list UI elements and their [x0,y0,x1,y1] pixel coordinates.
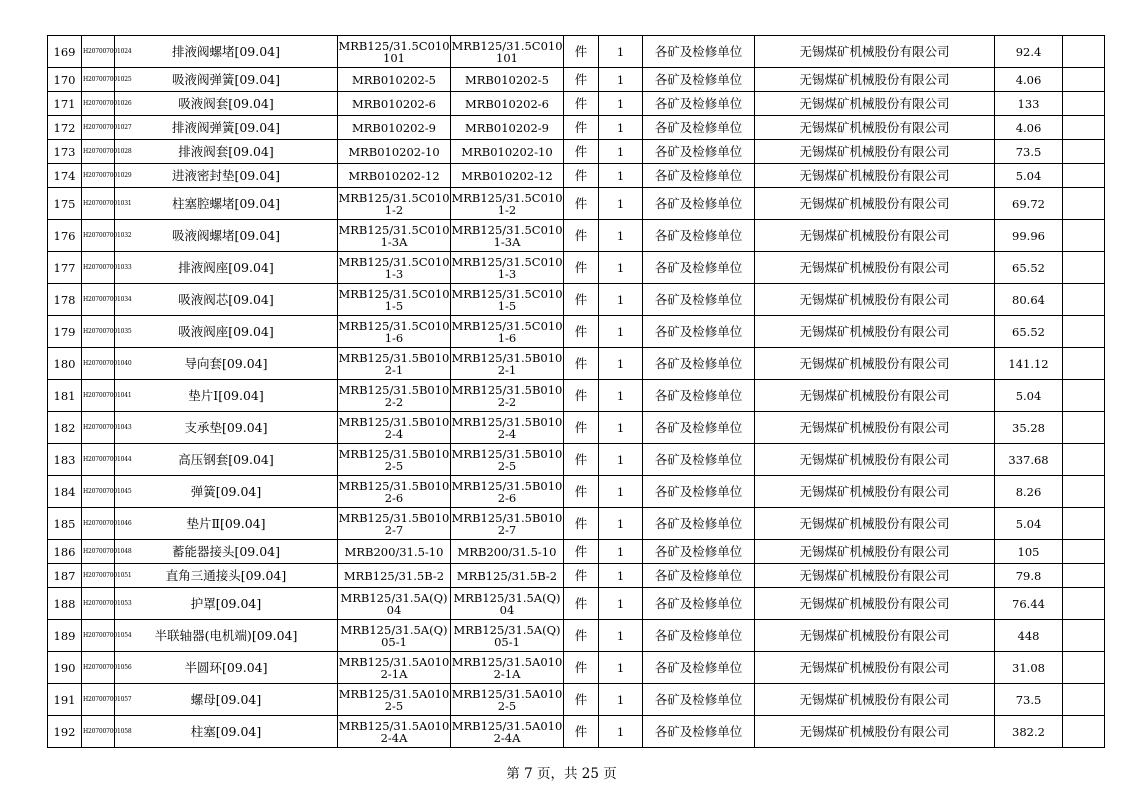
item-spec: MRB125/31.5A(Q)05-1 [338,620,451,652]
item-unit: 件 [564,412,599,444]
item-remark [1063,588,1105,620]
item-price: 5.04 [995,164,1063,188]
item-spec: MRB125/31.5A0102-5 [338,684,451,716]
table-row [48,68,1105,92]
item-supplier: 无锡煤矿机械股份有限公司 [755,92,995,116]
row-number: 174 [48,164,82,188]
item-remark [1063,116,1105,140]
item-spec: MRB125/31.5C0101-6 [338,316,451,348]
item-remark [1063,164,1105,188]
item-department: 各矿及检修单位 [643,540,755,564]
item-quantity: 1 [599,564,643,588]
table-row [48,188,1105,220]
item-spec: MRB125/31.5B-2 [338,564,451,588]
item-supplier: 无锡煤矿机械股份有限公司 [755,588,995,620]
item-quantity: 1 [599,620,643,652]
item-supplier: 无锡煤矿机械股份有限公司 [755,164,995,188]
table-row [48,140,1105,164]
item-price: 99.96 [995,220,1063,252]
item-quantity: 1 [599,284,643,316]
item-code: H207007001028 [82,140,115,164]
item-department: 各矿及检修单位 [643,116,755,140]
item-unit: 件 [564,652,599,684]
row-number: 188 [48,588,82,620]
item-name: 半联轴器(电机端)[09.04] [115,620,338,652]
table-row [48,220,1105,252]
item-price: 73.5 [995,140,1063,164]
item-code: H207007001054 [82,620,115,652]
item-quantity: 1 [599,92,643,116]
row-number: 190 [48,652,82,684]
item-supplier: 无锡煤矿机械股份有限公司 [755,188,995,220]
item-spec: MRB125/31.5C0101-3A [338,220,451,252]
item-department: 各矿及检修单位 [643,92,755,116]
item-model: MRB200/31.5-10 [451,540,564,564]
item-remark [1063,380,1105,412]
item-quantity: 1 [599,380,643,412]
item-name: 吸液阀座[09.04] [115,316,338,348]
item-remark [1063,252,1105,284]
item-department: 各矿及检修单位 [643,588,755,620]
item-quantity: 1 [599,252,643,284]
item-quantity: 1 [599,188,643,220]
item-model: MRB125/31.5C0101-5 [451,284,564,316]
item-spec: MRB010202-6 [338,92,451,116]
item-supplier: 无锡煤矿机械股份有限公司 [755,140,995,164]
item-price: 448 [995,620,1063,652]
item-model: MRB010202-12 [451,164,564,188]
item-department: 各矿及检修单位 [643,380,755,412]
table-row [48,316,1105,348]
item-name: 吸液阀芯[09.04] [115,284,338,316]
item-spec: MRB010202-12 [338,164,451,188]
item-supplier: 无锡煤矿机械股份有限公司 [755,412,995,444]
item-quantity: 1 [599,476,643,508]
item-quantity: 1 [599,220,643,252]
item-spec: MRB125/31.5C010101 [338,36,451,68]
row-number: 177 [48,252,82,284]
table-row [48,92,1105,116]
item-name: 排液阀螺堵[09.04] [115,36,338,68]
item-unit: 件 [564,540,599,564]
item-supplier: 无锡煤矿机械股份有限公司 [755,564,995,588]
item-model: MRB125/31.5A0102-1A [451,652,564,684]
item-name: 直角三通接头[09.04] [115,564,338,588]
item-remark [1063,444,1105,476]
item-department: 各矿及检修单位 [643,68,755,92]
item-supplier: 无锡煤矿机械股份有限公司 [755,476,995,508]
item-department: 各矿及检修单位 [643,652,755,684]
item-model: MRB010202-5 [451,68,564,92]
item-department: 各矿及检修单位 [643,252,755,284]
item-remark [1063,188,1105,220]
item-remark [1063,36,1105,68]
item-remark [1063,92,1105,116]
item-remark [1063,220,1105,252]
item-unit: 件 [564,684,599,716]
table-row [48,508,1105,540]
item-price: 337.68 [995,444,1063,476]
item-spec: MRB010202-5 [338,68,451,92]
table-row [48,588,1105,620]
item-remark [1063,652,1105,684]
item-department: 各矿及检修单位 [643,684,755,716]
item-spec: MRB125/31.5C0101-3 [338,252,451,284]
item-remark [1063,540,1105,564]
item-model: MRB125/31.5C010101 [451,36,564,68]
item-unit: 件 [564,116,599,140]
item-model: MRB125/31.5B0102-4 [451,412,564,444]
item-department: 各矿及检修单位 [643,508,755,540]
item-price: 5.04 [995,508,1063,540]
item-code: H207007001035 [82,316,115,348]
item-remark [1063,476,1105,508]
item-unit: 件 [564,444,599,476]
item-remark [1063,684,1105,716]
item-spec: MRB125/31.5B0102-5 [338,444,451,476]
item-code: H207007001043 [82,412,115,444]
item-department: 各矿及检修单位 [643,476,755,508]
item-supplier: 无锡煤矿机械股份有限公司 [755,508,995,540]
item-code: H207007001026 [82,92,115,116]
table-row [48,716,1105,748]
item-name: 弹簧[09.04] [115,476,338,508]
item-supplier: 无锡煤矿机械股份有限公司 [755,380,995,412]
item-spec: MRB125/31.5B0102-7 [338,508,451,540]
item-spec: MRB125/31.5C0101-2 [338,188,451,220]
item-code: H207007001056 [82,652,115,684]
item-model: MRB125/31.5B0102-2 [451,380,564,412]
item-code: H207007001032 [82,220,115,252]
item-quantity: 1 [599,588,643,620]
item-name: 排液阀弹簧[09.04] [115,116,338,140]
item-code: H207007001034 [82,284,115,316]
table-row [48,412,1105,444]
item-price: 4.06 [995,116,1063,140]
table-row [48,476,1105,508]
item-code: H207007001031 [82,188,115,220]
item-quantity: 1 [599,508,643,540]
item-supplier: 无锡煤矿机械股份有限公司 [755,252,995,284]
item-name: 蓄能器接头[09.04] [115,540,338,564]
item-unit: 件 [564,140,599,164]
item-unit: 件 [564,716,599,748]
page-footer: 第 7 页，共 25 页 [506,766,617,782]
row-number: 186 [48,540,82,564]
item-spec: MRB200/31.5-10 [338,540,451,564]
table-body [48,36,1105,748]
item-model: MRB125/31.5B0102-1 [451,348,564,380]
table-row [48,380,1105,412]
item-name: 排液阀套[09.04] [115,140,338,164]
item-price: 8.26 [995,476,1063,508]
row-number: 171 [48,92,82,116]
item-quantity: 1 [599,540,643,564]
item-name: 柱塞腔螺堵[09.04] [115,188,338,220]
item-price: 4.06 [995,68,1063,92]
item-unit: 件 [564,252,599,284]
item-remark [1063,348,1105,380]
row-number: 192 [48,716,82,748]
item-quantity: 1 [599,716,643,748]
row-number: 173 [48,140,82,164]
item-code: H207007001033 [82,252,115,284]
item-department: 各矿及检修单位 [643,716,755,748]
item-department: 各矿及检修单位 [643,140,755,164]
row-number: 179 [48,316,82,348]
item-price: 133 [995,92,1063,116]
table-row [48,620,1105,652]
item-remark [1063,508,1105,540]
item-model: MRB125/31.5B0102-7 [451,508,564,540]
item-code: H207007001053 [82,588,115,620]
item-model: MRB125/31.5B0102-5 [451,444,564,476]
row-number: 175 [48,188,82,220]
item-spec: MRB125/31.5B0102-4 [338,412,451,444]
item-remark [1063,564,1105,588]
table-row [48,684,1105,716]
item-code: H207007001027 [82,116,115,140]
item-department: 各矿及检修单位 [643,412,755,444]
table-row [48,36,1105,68]
item-price: 79.8 [995,564,1063,588]
item-model: MRB010202-9 [451,116,564,140]
row-number: 169 [48,36,82,68]
item-spec: MRB125/31.5B0102-6 [338,476,451,508]
row-number: 187 [48,564,82,588]
item-unit: 件 [564,188,599,220]
item-model: MRB125/31.5A0102-5 [451,684,564,716]
item-department: 各矿及检修单位 [643,164,755,188]
item-name: 支承垫[09.04] [115,412,338,444]
item-price: 65.52 [995,252,1063,284]
item-spec: MRB125/31.5C0101-5 [338,284,451,316]
item-department: 各矿及检修单位 [643,284,755,316]
item-unit: 件 [564,380,599,412]
item-supplier: 无锡煤矿机械股份有限公司 [755,284,995,316]
item-name: 高压钢套[09.04] [115,444,338,476]
item-name: 吸液阀套[09.04] [115,92,338,116]
item-unit: 件 [564,284,599,316]
item-supplier: 无锡煤矿机械股份有限公司 [755,316,995,348]
item-unit: 件 [564,564,599,588]
parts-table [47,35,1105,748]
item-supplier: 无锡煤矿机械股份有限公司 [755,444,995,476]
item-price: 65.52 [995,316,1063,348]
item-supplier: 无锡煤矿机械股份有限公司 [755,116,995,140]
table-row [48,540,1105,564]
item-price: 382.2 [995,716,1063,748]
item-model: MRB125/31.5A(Q)04 [451,588,564,620]
item-quantity: 1 [599,116,643,140]
item-supplier: 无锡煤矿机械股份有限公司 [755,716,995,748]
item-department: 各矿及检修单位 [643,36,755,68]
row-number: 176 [48,220,82,252]
item-spec: MRB125/31.5A(Q)04 [338,588,451,620]
item-price: 141.12 [995,348,1063,380]
item-unit: 件 [564,620,599,652]
item-remark [1063,716,1105,748]
item-supplier: 无锡煤矿机械股份有限公司 [755,68,995,92]
item-model: MRB125/31.5B-2 [451,564,564,588]
item-model: MRB125/31.5C0101-3 [451,252,564,284]
item-spec: MRB125/31.5B0102-2 [338,380,451,412]
item-quantity: 1 [599,444,643,476]
item-supplier: 无锡煤矿机械股份有限公司 [755,220,995,252]
item-remark [1063,68,1105,92]
item-unit: 件 [564,164,599,188]
item-unit: 件 [564,588,599,620]
item-name: 吸液阀螺堵[09.04] [115,220,338,252]
item-unit: 件 [564,68,599,92]
item-code: H207007001029 [82,164,115,188]
table-row [48,348,1105,380]
item-code: H207007001048 [82,540,115,564]
item-model: MRB125/31.5B0102-6 [451,476,564,508]
item-price: 5.04 [995,380,1063,412]
item-price: 31.08 [995,652,1063,684]
item-department: 各矿及检修单位 [643,220,755,252]
item-name: 导向套[09.04] [115,348,338,380]
item-unit: 件 [564,36,599,68]
row-number: 180 [48,348,82,380]
item-department: 各矿及检修单位 [643,188,755,220]
item-name: 螺母[09.04] [115,684,338,716]
row-number: 184 [48,476,82,508]
item-remark [1063,284,1105,316]
item-remark [1063,620,1105,652]
item-unit: 件 [564,316,599,348]
item-department: 各矿及检修单位 [643,316,755,348]
row-number: 181 [48,380,82,412]
item-quantity: 1 [599,348,643,380]
item-remark [1063,316,1105,348]
item-quantity: 1 [599,412,643,444]
item-supplier: 无锡煤矿机械股份有限公司 [755,540,995,564]
item-name: 垫片Ⅱ[09.04] [115,508,338,540]
item-unit: 件 [564,348,599,380]
item-department: 各矿及检修单位 [643,348,755,380]
item-spec: MRB125/31.5B0102-1 [338,348,451,380]
item-spec: MRB125/31.5A0102-4A [338,716,451,748]
table-row [48,116,1105,140]
item-quantity: 1 [599,164,643,188]
item-price: 69.72 [995,188,1063,220]
item-supplier: 无锡煤矿机械股份有限公司 [755,684,995,716]
row-number: 183 [48,444,82,476]
item-name: 护罩[09.04] [115,588,338,620]
item-quantity: 1 [599,684,643,716]
row-number: 189 [48,620,82,652]
item-price: 35.28 [995,412,1063,444]
row-number: 182 [48,412,82,444]
item-name: 吸液阀弹簧[09.04] [115,68,338,92]
item-code: H207007001051 [82,564,115,588]
item-model: MRB125/31.5C0101-6 [451,316,564,348]
item-model: MRB125/31.5C0101-3A [451,220,564,252]
table-row [48,652,1105,684]
item-code: H207007001024 [82,36,115,68]
item-price: 92.4 [995,36,1063,68]
item-spec: MRB010202-10 [338,140,451,164]
item-model: MRB125/31.5A0102-4A [451,716,564,748]
item-quantity: 1 [599,652,643,684]
table-row [48,564,1105,588]
item-code: H207007001044 [82,444,115,476]
item-supplier: 无锡煤矿机械股份有限公司 [755,36,995,68]
item-name: 排液阀座[09.04] [115,252,338,284]
item-department: 各矿及检修单位 [643,564,755,588]
item-name: 垫片Ⅰ[09.04] [115,380,338,412]
item-department: 各矿及检修单位 [643,444,755,476]
item-code: H207007001057 [82,684,115,716]
item-unit: 件 [564,220,599,252]
item-code: H207007001041 [82,380,115,412]
row-number: 178 [48,284,82,316]
item-name: 柱塞[09.04] [115,716,338,748]
item-name: 进液密封垫[09.04] [115,164,338,188]
item-unit: 件 [564,476,599,508]
item-unit: 件 [564,508,599,540]
table-row [48,444,1105,476]
item-price: 76.44 [995,588,1063,620]
row-number: 170 [48,68,82,92]
table-row [48,252,1105,284]
item-quantity: 1 [599,36,643,68]
item-supplier: 无锡煤矿机械股份有限公司 [755,652,995,684]
item-code: H207007001025 [82,68,115,92]
row-number: 191 [48,684,82,716]
item-department: 各矿及检修单位 [643,620,755,652]
item-model: MRB010202-10 [451,140,564,164]
item-model: MRB010202-6 [451,92,564,116]
item-name: 半圆环[09.04] [115,652,338,684]
item-quantity: 1 [599,140,643,164]
item-quantity: 1 [599,68,643,92]
item-spec: MRB010202-9 [338,116,451,140]
item-supplier: 无锡煤矿机械股份有限公司 [755,348,995,380]
row-number: 172 [48,116,82,140]
row-number: 185 [48,508,82,540]
item-spec: MRB125/31.5A0102-1A [338,652,451,684]
item-model: MRB125/31.5C0101-2 [451,188,564,220]
table-row [48,164,1105,188]
item-price: 73.5 [995,684,1063,716]
item-remark [1063,412,1105,444]
item-price: 105 [995,540,1063,564]
item-code: H207007001058 [82,716,115,748]
item-supplier: 无锡煤矿机械股份有限公司 [755,620,995,652]
table-row [48,284,1105,316]
item-code: H207007001045 [82,476,115,508]
item-model: MRB125/31.5A(Q)05-1 [451,620,564,652]
item-price: 80.64 [995,284,1063,316]
item-quantity: 1 [599,316,643,348]
item-code: H207007001040 [82,348,115,380]
item-remark [1063,140,1105,164]
item-unit: 件 [564,92,599,116]
item-code: H207007001046 [82,508,115,540]
